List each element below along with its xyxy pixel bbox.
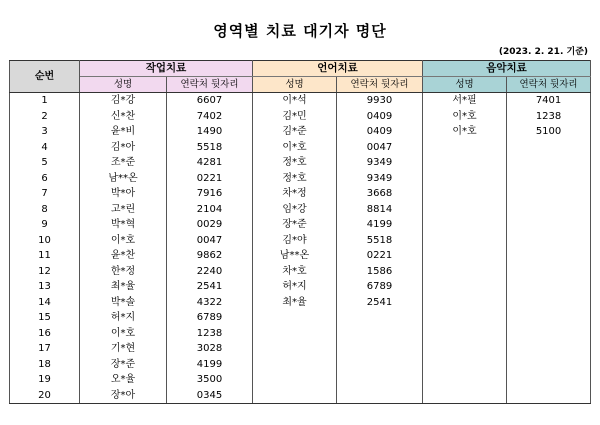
st-name-cell: 남**온 bbox=[253, 248, 337, 264]
st-name-cell: 허*지 bbox=[253, 279, 337, 295]
ot-name-cell: 장*준 bbox=[80, 357, 167, 373]
ot-contact-cell: 1490 bbox=[167, 124, 253, 140]
mt-contact-cell bbox=[507, 264, 591, 280]
ot-name-cell: 박*솔 bbox=[80, 295, 167, 311]
st-name-cell: 이*호 bbox=[253, 140, 337, 156]
st-name-cell: 김*야 bbox=[253, 233, 337, 249]
st-name-cell bbox=[253, 341, 337, 357]
ot-name-cell: 조*준 bbox=[80, 155, 167, 171]
mt-contact-cell: 5100 bbox=[507, 124, 591, 140]
st-contact-cell bbox=[337, 310, 423, 326]
st-name-cell: 차*정 bbox=[253, 186, 337, 202]
table-row bbox=[10, 310, 591, 326]
table-row bbox=[10, 155, 591, 171]
music-therapy-header: 음악치료 bbox=[423, 61, 591, 77]
ot-name-cell: 윤*찬 bbox=[80, 248, 167, 264]
mt-name-cell bbox=[423, 388, 507, 404]
ot-contact-cell: 4199 bbox=[167, 357, 253, 373]
table-row bbox=[10, 279, 591, 295]
st-contact-cell: 6789 bbox=[337, 279, 423, 295]
mt-name-cell bbox=[423, 202, 507, 218]
table-row bbox=[10, 341, 591, 357]
st-name-cell bbox=[253, 388, 337, 404]
ot-name-cell: 남**온 bbox=[80, 171, 167, 187]
ot-name-header: 성명 bbox=[80, 77, 167, 93]
ot-name-cell: 허*지 bbox=[80, 310, 167, 326]
mt-contact-cell bbox=[507, 217, 591, 233]
st-name-cell: 최*율 bbox=[253, 295, 337, 311]
st-name-cell: 차*호 bbox=[253, 264, 337, 280]
table-row bbox=[10, 124, 591, 140]
ot-name-cell: 장*아 bbox=[80, 388, 167, 404]
mt-name-cell: 이*호 bbox=[423, 124, 507, 140]
mt-contact-cell bbox=[507, 372, 591, 388]
ot-name-cell: 이*호 bbox=[80, 233, 167, 249]
mt-name-cell bbox=[423, 186, 507, 202]
table-row bbox=[10, 248, 591, 264]
mt-contact-cell bbox=[507, 140, 591, 156]
ot-name-cell: 김*아 bbox=[80, 140, 167, 156]
mt-contact-header: 연락처 뒷자리 bbox=[507, 77, 591, 93]
seq-cell: 2 bbox=[10, 109, 80, 125]
seq-cell: 18 bbox=[10, 357, 80, 373]
ot-contact-cell: 5518 bbox=[167, 140, 253, 156]
st-contact-header: 연락처 뒷자리 bbox=[337, 77, 423, 93]
st-name-cell bbox=[253, 372, 337, 388]
ot-contact-cell: 3500 bbox=[167, 372, 253, 388]
mt-name-cell bbox=[423, 310, 507, 326]
st-name-cell bbox=[253, 326, 337, 342]
mt-contact-cell: 7401 bbox=[507, 93, 591, 109]
seq-cell: 17 bbox=[10, 341, 80, 357]
st-name-cell: 정*호 bbox=[253, 171, 337, 187]
st-name-cell: 김*민 bbox=[253, 109, 337, 125]
st-contact-cell bbox=[337, 341, 423, 357]
mt-contact-cell bbox=[507, 310, 591, 326]
waitlist-table bbox=[9, 60, 591, 404]
st-name-cell: 이*석 bbox=[253, 93, 337, 109]
mt-name-cell bbox=[423, 140, 507, 156]
st-contact-cell: 5518 bbox=[337, 233, 423, 249]
mt-name-cell bbox=[423, 217, 507, 233]
speech-therapy-header: 언어치료 bbox=[253, 61, 423, 77]
mt-name-cell bbox=[423, 372, 507, 388]
mt-contact-cell bbox=[507, 279, 591, 295]
mt-contact-cell bbox=[507, 171, 591, 187]
table-row bbox=[10, 326, 591, 342]
ot-name-cell: 이*호 bbox=[80, 326, 167, 342]
ot-name-cell: 한*정 bbox=[80, 264, 167, 280]
st-contact-cell: 0409 bbox=[337, 124, 423, 140]
st-name-cell: 김*준 bbox=[253, 124, 337, 140]
mt-contact-cell bbox=[507, 295, 591, 311]
mt-contact-cell bbox=[507, 155, 591, 171]
mt-contact-cell bbox=[507, 202, 591, 218]
seq-cell: 4 bbox=[10, 140, 80, 156]
ot-name-cell: 윤*비 bbox=[80, 124, 167, 140]
ot-contact-cell: 7402 bbox=[167, 109, 253, 125]
seq-header: 순번 bbox=[10, 61, 80, 93]
st-name-cell: 임*강 bbox=[253, 202, 337, 218]
ot-contact-cell: 0029 bbox=[167, 217, 253, 233]
st-contact-cell bbox=[337, 372, 423, 388]
mt-contact-cell bbox=[507, 186, 591, 202]
mt-contact-cell bbox=[507, 248, 591, 264]
seq-cell: 16 bbox=[10, 326, 80, 342]
seq-cell: 7 bbox=[10, 186, 80, 202]
st-contact-cell: 0409 bbox=[337, 109, 423, 125]
seq-cell: 9 bbox=[10, 217, 80, 233]
st-contact-cell: 2541 bbox=[337, 295, 423, 311]
ot-contact-cell: 3028 bbox=[167, 341, 253, 357]
ot-name-cell: 박*아 bbox=[80, 186, 167, 202]
seq-cell: 12 bbox=[10, 264, 80, 280]
mt-name-cell bbox=[423, 279, 507, 295]
st-name-cell bbox=[253, 310, 337, 326]
ot-name-cell: 최*율 bbox=[80, 279, 167, 295]
mt-name-cell bbox=[423, 326, 507, 342]
mt-name-cell bbox=[423, 341, 507, 357]
st-contact-cell bbox=[337, 357, 423, 373]
mt-name-header: 성명 bbox=[423, 77, 507, 93]
mt-contact-cell bbox=[507, 233, 591, 249]
table-row bbox=[10, 109, 591, 125]
ot-contact-cell: 2104 bbox=[167, 202, 253, 218]
ot-contact-header: 연락처 뒷자리 bbox=[167, 77, 253, 93]
ot-contact-cell: 0345 bbox=[167, 388, 253, 404]
date-note: (2023. 2. 21. 기준) bbox=[498, 47, 588, 57]
st-name-cell: 장*준 bbox=[253, 217, 337, 233]
st-contact-cell bbox=[337, 326, 423, 342]
ot-name-cell: 오*율 bbox=[80, 372, 167, 388]
table-row bbox=[10, 217, 591, 233]
st-contact-cell: 9349 bbox=[337, 155, 423, 171]
st-contact-cell: 3668 bbox=[337, 186, 423, 202]
table-row bbox=[10, 388, 591, 404]
st-name-cell: 정*호 bbox=[253, 155, 337, 171]
seq-cell: 14 bbox=[10, 295, 80, 311]
ot-contact-cell: 4322 bbox=[167, 295, 253, 311]
table-row bbox=[10, 202, 591, 218]
seq-cell: 20 bbox=[10, 388, 80, 404]
ot-contact-cell: 6607 bbox=[167, 93, 253, 109]
mt-name-cell: 이*호 bbox=[423, 109, 507, 125]
table-row bbox=[10, 140, 591, 156]
ot-name-cell: 고*린 bbox=[80, 202, 167, 218]
mt-contact-cell bbox=[507, 388, 591, 404]
st-contact-cell bbox=[337, 388, 423, 404]
ot-name-cell: 기*현 bbox=[80, 341, 167, 357]
mt-contact-cell bbox=[507, 326, 591, 342]
mt-name-cell bbox=[423, 295, 507, 311]
table-row bbox=[10, 93, 591, 109]
ot-contact-cell: 7916 bbox=[167, 186, 253, 202]
table-row bbox=[10, 233, 591, 249]
document-title: 영역별 치료 대기자 명단 bbox=[213, 22, 387, 40]
ot-contact-cell: 0047 bbox=[167, 233, 253, 249]
table-row bbox=[10, 264, 591, 280]
seq-cell: 11 bbox=[10, 248, 80, 264]
seq-cell: 15 bbox=[10, 310, 80, 326]
st-contact-cell: 0047 bbox=[337, 140, 423, 156]
table-row bbox=[10, 357, 591, 373]
table-row bbox=[10, 295, 591, 311]
mt-name-cell bbox=[423, 357, 507, 373]
table-row bbox=[10, 372, 591, 388]
seq-cell: 8 bbox=[10, 202, 80, 218]
table-row bbox=[10, 186, 591, 202]
table-row bbox=[10, 171, 591, 187]
ot-contact-cell: 2240 bbox=[167, 264, 253, 280]
seq-cell: 5 bbox=[10, 155, 80, 171]
ot-name-cell: 박*혁 bbox=[80, 217, 167, 233]
mt-name-cell bbox=[423, 171, 507, 187]
ot-contact-cell: 1238 bbox=[167, 326, 253, 342]
st-contact-cell: 1586 bbox=[337, 264, 423, 280]
occupational-therapy-header: 작업치료 bbox=[80, 61, 253, 77]
mt-name-cell bbox=[423, 155, 507, 171]
st-contact-cell: 9930 bbox=[337, 93, 423, 109]
ot-contact-cell: 4281 bbox=[167, 155, 253, 171]
seq-cell: 19 bbox=[10, 372, 80, 388]
seq-cell: 6 bbox=[10, 171, 80, 187]
seq-cell: 3 bbox=[10, 124, 80, 140]
mt-name-cell: 서*필 bbox=[423, 93, 507, 109]
mt-name-cell bbox=[423, 233, 507, 249]
mt-name-cell bbox=[423, 264, 507, 280]
ot-contact-cell: 9862 bbox=[167, 248, 253, 264]
seq-cell: 13 bbox=[10, 279, 80, 295]
mt-contact-cell bbox=[507, 341, 591, 357]
ot-name-cell: 신*찬 bbox=[80, 109, 167, 125]
st-contact-cell: 4199 bbox=[337, 217, 423, 233]
st-name-cell bbox=[253, 357, 337, 373]
st-contact-cell: 0221 bbox=[337, 248, 423, 264]
waitlist-body bbox=[10, 93, 591, 404]
seq-cell: 10 bbox=[10, 233, 80, 249]
st-contact-cell: 9349 bbox=[337, 171, 423, 187]
st-contact-cell: 8814 bbox=[337, 202, 423, 218]
st-name-header: 성명 bbox=[253, 77, 337, 93]
ot-contact-cell: 2541 bbox=[167, 279, 253, 295]
seq-cell: 1 bbox=[10, 93, 80, 109]
ot-name-cell: 김*강 bbox=[80, 93, 167, 109]
ot-contact-cell: 6789 bbox=[167, 310, 253, 326]
mt-contact-cell: 1238 bbox=[507, 109, 591, 125]
mt-contact-cell bbox=[507, 357, 591, 373]
ot-contact-cell: 0221 bbox=[167, 171, 253, 187]
mt-name-cell bbox=[423, 248, 507, 264]
